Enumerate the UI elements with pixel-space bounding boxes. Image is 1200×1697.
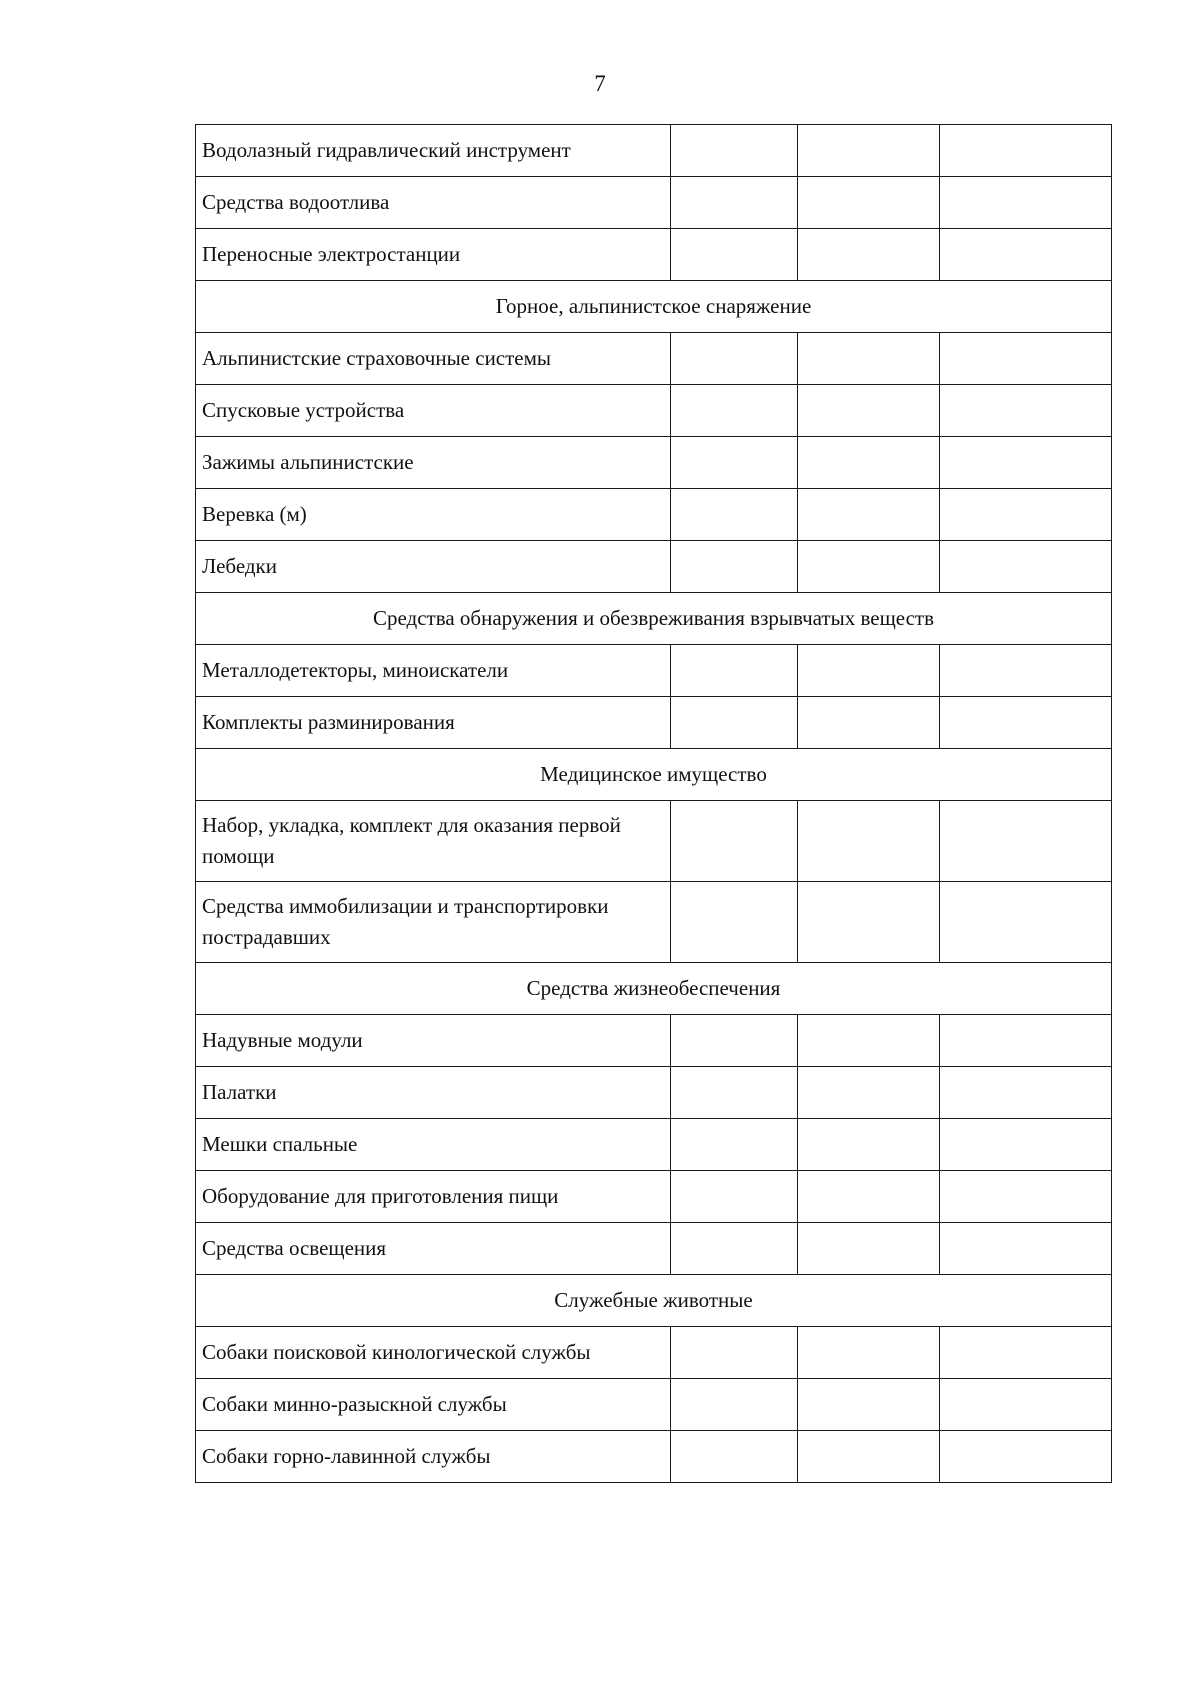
empty-value-cell [798,697,940,749]
empty-value-cell [798,1015,940,1067]
empty-value-cell [940,1171,1112,1223]
empty-value-cell [798,385,940,437]
section-title: Средства обнаружения и обезвреживания взрывчатых веществ [196,593,1112,645]
empty-value-cell [671,697,798,749]
empty-value-cell [798,1119,940,1171]
empty-value-cell [940,385,1112,437]
section-header-row [196,593,1112,645]
empty-value-cell [671,1431,798,1483]
item-name-cell: Водолазный гидравлический инструмент [196,125,671,177]
item-name-cell: Средства иммобилизации и транспортировки пострадавших [196,882,671,963]
empty-value-cell [940,1067,1112,1119]
item-name-cell: Надувные модули [196,1015,671,1067]
empty-value-cell [671,333,798,385]
empty-value-cell [798,1379,940,1431]
empty-value-cell [671,1067,798,1119]
empty-value-cell [798,333,940,385]
empty-value-cell [671,1379,798,1431]
empty-value-cell [940,1015,1112,1067]
empty-value-cell [671,1119,798,1171]
empty-value-cell [798,125,940,177]
item-name-cell: Средства освещения [196,1223,671,1275]
section-title: Медицинское имущество [196,749,1112,801]
table-row [196,1015,1112,1067]
table-row [196,801,1112,882]
empty-value-cell [798,177,940,229]
empty-value-cell [671,882,798,963]
table-row [196,125,1112,177]
empty-value-cell [798,541,940,593]
item-name-cell: Собаки горно-лавинной службы [196,1431,671,1483]
section-header-row [196,749,1112,801]
table-body [196,125,1112,1483]
table-row [196,1067,1112,1119]
empty-value-cell [940,541,1112,593]
empty-value-cell [798,1431,940,1483]
empty-value-cell [940,333,1112,385]
item-name-cell: Палатки [196,1067,671,1119]
section-title: Служебные животные [196,1275,1112,1327]
equipment-table [195,124,1112,1483]
section-title: Горное, альпинистское снаряжение [196,281,1112,333]
empty-value-cell [671,1015,798,1067]
empty-value-cell [940,1327,1112,1379]
item-name-cell: Лебедки [196,541,671,593]
section-header-row [196,963,1112,1015]
empty-value-cell [940,1119,1112,1171]
item-name-cell: Комплекты разминирования [196,697,671,749]
table-row [196,1223,1112,1275]
table-row [196,541,1112,593]
empty-value-cell [798,645,940,697]
empty-value-cell [940,645,1112,697]
empty-value-cell [940,1379,1112,1431]
item-name-cell: Металлодетекторы, миноискатели [196,645,671,697]
empty-value-cell [671,229,798,281]
table-row [196,1171,1112,1223]
page-number: 7 [594,71,606,96]
item-name-cell: Переносные электростанции [196,229,671,281]
empty-value-cell [798,882,940,963]
table-row [196,229,1112,281]
empty-value-cell [671,801,798,882]
table-row [196,385,1112,437]
empty-value-cell [940,697,1112,749]
table-row [196,1119,1112,1171]
table-row [196,333,1112,385]
empty-value-cell [940,1223,1112,1275]
empty-value-cell [940,125,1112,177]
empty-value-cell [940,177,1112,229]
empty-value-cell [798,229,940,281]
item-name-cell: Мешки спальные [196,1119,671,1171]
table-row [196,697,1112,749]
table-row [196,1431,1112,1483]
table-row [196,489,1112,541]
empty-value-cell [671,385,798,437]
empty-value-cell [798,437,940,489]
empty-value-cell [940,437,1112,489]
empty-value-cell [798,1067,940,1119]
empty-value-cell [798,1327,940,1379]
empty-value-cell [671,489,798,541]
empty-value-cell [671,1171,798,1223]
section-header-row [196,1275,1112,1327]
section-title: Средства жизнеобеспечения [196,963,1112,1015]
empty-value-cell [798,1171,940,1223]
item-name-cell: Спусковые устройства [196,385,671,437]
empty-value-cell [798,489,940,541]
empty-value-cell [940,1431,1112,1483]
item-name-cell: Веревка (м) [196,489,671,541]
table-row [196,645,1112,697]
table-row [196,1327,1112,1379]
empty-value-cell [940,489,1112,541]
item-name-cell: Средства водоотлива [196,177,671,229]
item-name-cell: Зажимы альпинистские [196,437,671,489]
item-name-cell: Альпинистские страховочные системы [196,333,671,385]
item-name-cell: Собаки поисковой кинологической службы [196,1327,671,1379]
empty-value-cell [940,882,1112,963]
item-name-cell: Набор, укладка, комплект для оказания первой помощи [196,801,671,882]
empty-value-cell [671,177,798,229]
empty-value-cell [798,1223,940,1275]
item-name-cell: Собаки минно-разыскной службы [196,1379,671,1431]
empty-value-cell [671,645,798,697]
empty-value-cell [671,437,798,489]
empty-value-cell [671,125,798,177]
empty-value-cell [798,801,940,882]
table-row [196,437,1112,489]
empty-value-cell [671,1223,798,1275]
table-row [196,177,1112,229]
empty-value-cell [671,541,798,593]
empty-value-cell [940,229,1112,281]
empty-value-cell [671,1327,798,1379]
empty-value-cell [940,801,1112,882]
item-name-cell: Оборудование для приготовления пищи [196,1171,671,1223]
table-row [196,882,1112,963]
section-header-row [196,281,1112,333]
table-row [196,1379,1112,1431]
